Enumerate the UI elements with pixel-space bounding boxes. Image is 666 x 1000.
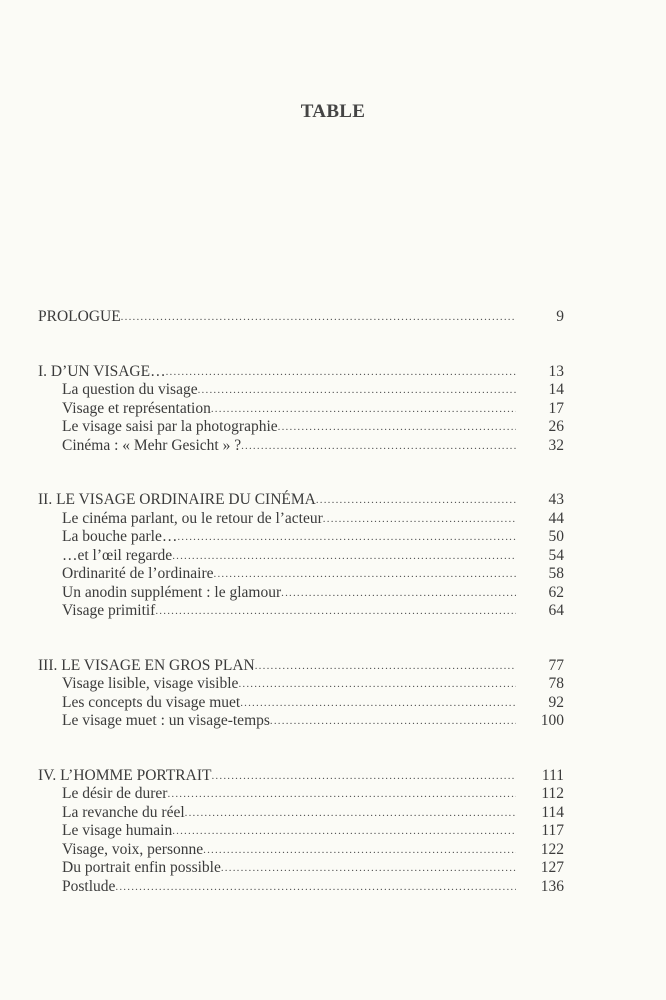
toc-entry-page: 111 [541, 766, 564, 784]
toc-entry-page: 78 [548, 675, 564, 692]
leader-dots [203, 841, 516, 860]
leader-dots [155, 602, 516, 621]
leader-dots [241, 437, 516, 456]
toc-entry-title: I. D’UN VISAGE… [38, 362, 166, 380]
toc-entry-chapter[interactable] [38, 657, 564, 676]
toc-entry-page: 117 [541, 822, 564, 839]
toc-entry-title: Les concepts du visage muet [62, 693, 241, 711]
toc-entry-title: La bouche parle… [62, 528, 178, 545]
toc-entry-subsection[interactable] [38, 510, 564, 529]
toc-entry-title: Un anodin supplément : le glamour [62, 583, 282, 601]
toc-entry-title: Visage primitif [62, 602, 156, 619]
page-title: TABLE [300, 100, 366, 122]
toc-entry-page: 122 [540, 840, 564, 858]
leader-dots [167, 785, 516, 804]
toc-entry-page: 64 [548, 602, 564, 619]
toc-entry-subsection[interactable] [38, 675, 564, 694]
toc-entry-title: Visage lisible, visage visible [62, 675, 239, 692]
toc-entry-page: 62 [548, 583, 564, 601]
toc-entry-subsection[interactable] [38, 712, 564, 731]
toc-entry-title: Visage, voix, personne [62, 840, 204, 858]
toc-entry-page: 44 [548, 509, 564, 527]
leader-dots [121, 308, 516, 327]
table-of-contents [38, 308, 564, 896]
leader-dots [238, 675, 516, 694]
toc-entry-page: 136 [540, 877, 564, 895]
leader-dots [211, 767, 516, 786]
leader-dots [316, 491, 516, 510]
toc-entry-subsection[interactable] [38, 694, 564, 713]
toc-entry-title: Cinéma : « Mehr Gesicht » ? [62, 436, 242, 454]
leader-dots [185, 804, 516, 823]
toc-section-chapter-3 [38, 657, 564, 731]
leader-dots [221, 859, 516, 878]
toc-entry-title: La question du visage [62, 381, 198, 398]
toc-entry-title: Visage et représentation [62, 399, 211, 417]
toc-entry-page: 17 [548, 399, 564, 417]
leader-dots [240, 694, 516, 713]
toc-entry-subsection[interactable] [38, 804, 564, 823]
toc-entry-subsection[interactable] [38, 878, 564, 897]
toc-entry-page: 50 [548, 528, 564, 545]
toc-entry-page: 32 [548, 436, 564, 454]
toc-entry-subsection[interactable] [38, 565, 564, 584]
toc-entry-page: 9 [556, 308, 564, 325]
toc-entry-page: 77 [548, 656, 564, 674]
toc-entry-subsection[interactable] [38, 381, 564, 400]
toc-entry-subsection[interactable] [38, 822, 564, 841]
leader-dots [115, 878, 516, 897]
leader-dots [211, 400, 516, 419]
toc-entry-chapter[interactable] [38, 767, 564, 786]
toc-entry-title: La revanche du réel [62, 803, 185, 821]
toc-section-chapter-4 [38, 767, 564, 897]
toc-entry-page: 54 [548, 546, 564, 564]
toc-entry-title: III. LE VISAGE EN GROS PLAN [38, 656, 255, 674]
toc-entry-title: Ordinarité de l’ordinaire [62, 565, 214, 582]
toc-entry-page: 26 [548, 418, 564, 435]
leader-dots [270, 712, 516, 731]
toc-entry-subsection[interactable] [38, 859, 564, 878]
leader-dots [177, 528, 516, 547]
toc-entry-title: Le visage humain [62, 822, 173, 839]
toc-entry-subsection[interactable] [38, 400, 564, 419]
toc-entry-subsection[interactable] [38, 602, 564, 621]
toc-entry-page: 58 [548, 565, 564, 582]
toc-entry-page: 114 [541, 803, 564, 821]
toc-entry-page: 92 [548, 693, 564, 711]
toc-entry-title: Le visage muet : un visage-temps [62, 712, 270, 729]
toc-entry-title: Le désir de durer [62, 785, 168, 802]
toc-entry-subsection[interactable] [38, 841, 564, 860]
toc-entry-subsection[interactable] [38, 584, 564, 603]
toc-entry-title: IV. L’HOMME PORTRAIT [38, 766, 212, 784]
toc-entry-title: II. LE VISAGE ORDINAIRE DU CINÉMA [38, 491, 316, 508]
leader-dots [172, 822, 516, 841]
toc-entry-subsection[interactable] [38, 528, 564, 547]
leader-dots [278, 418, 516, 437]
leader-dots [172, 547, 516, 566]
toc-entry-page: 112 [541, 785, 564, 802]
toc-entry-page: 13 [548, 362, 564, 380]
leader-dots [281, 584, 516, 603]
toc-entry-subsection[interactable] [38, 785, 564, 804]
toc-entry-chapter[interactable] [38, 308, 564, 327]
toc-section-chapter-1 [38, 363, 564, 456]
toc-entry-title: …et l’œil regarde [62, 546, 173, 564]
toc-entry-subsection[interactable] [38, 437, 564, 456]
leader-dots [323, 510, 516, 529]
toc-section-chapter-2 [38, 491, 564, 621]
toc-entry-page: 14 [548, 381, 564, 398]
toc-entry-title: Le cinéma parlant, ou le retour de l’acteur [62, 509, 323, 527]
toc-entry-page: 127 [540, 859, 564, 876]
leader-dots [198, 381, 516, 400]
leader-dots [214, 565, 517, 584]
toc-entry-page: 100 [540, 712, 564, 729]
toc-entry-subsection[interactable] [38, 418, 564, 437]
toc-entry-chapter[interactable] [38, 363, 564, 382]
toc-entry-title: Le visage saisi par la photographie [62, 418, 278, 435]
toc-entry-chapter[interactable] [38, 491, 564, 510]
toc-entry-subsection[interactable] [38, 547, 564, 566]
toc-entry-page: 43 [548, 491, 564, 508]
leader-dots [166, 363, 516, 382]
toc-entry-title: PROLOGUE [38, 308, 121, 325]
leader-dots [255, 657, 516, 676]
toc-entry-title: Du portrait enfin possible [62, 859, 221, 876]
toc-entry-title: Postlude [62, 877, 116, 895]
toc-section-prologue [38, 308, 564, 327]
